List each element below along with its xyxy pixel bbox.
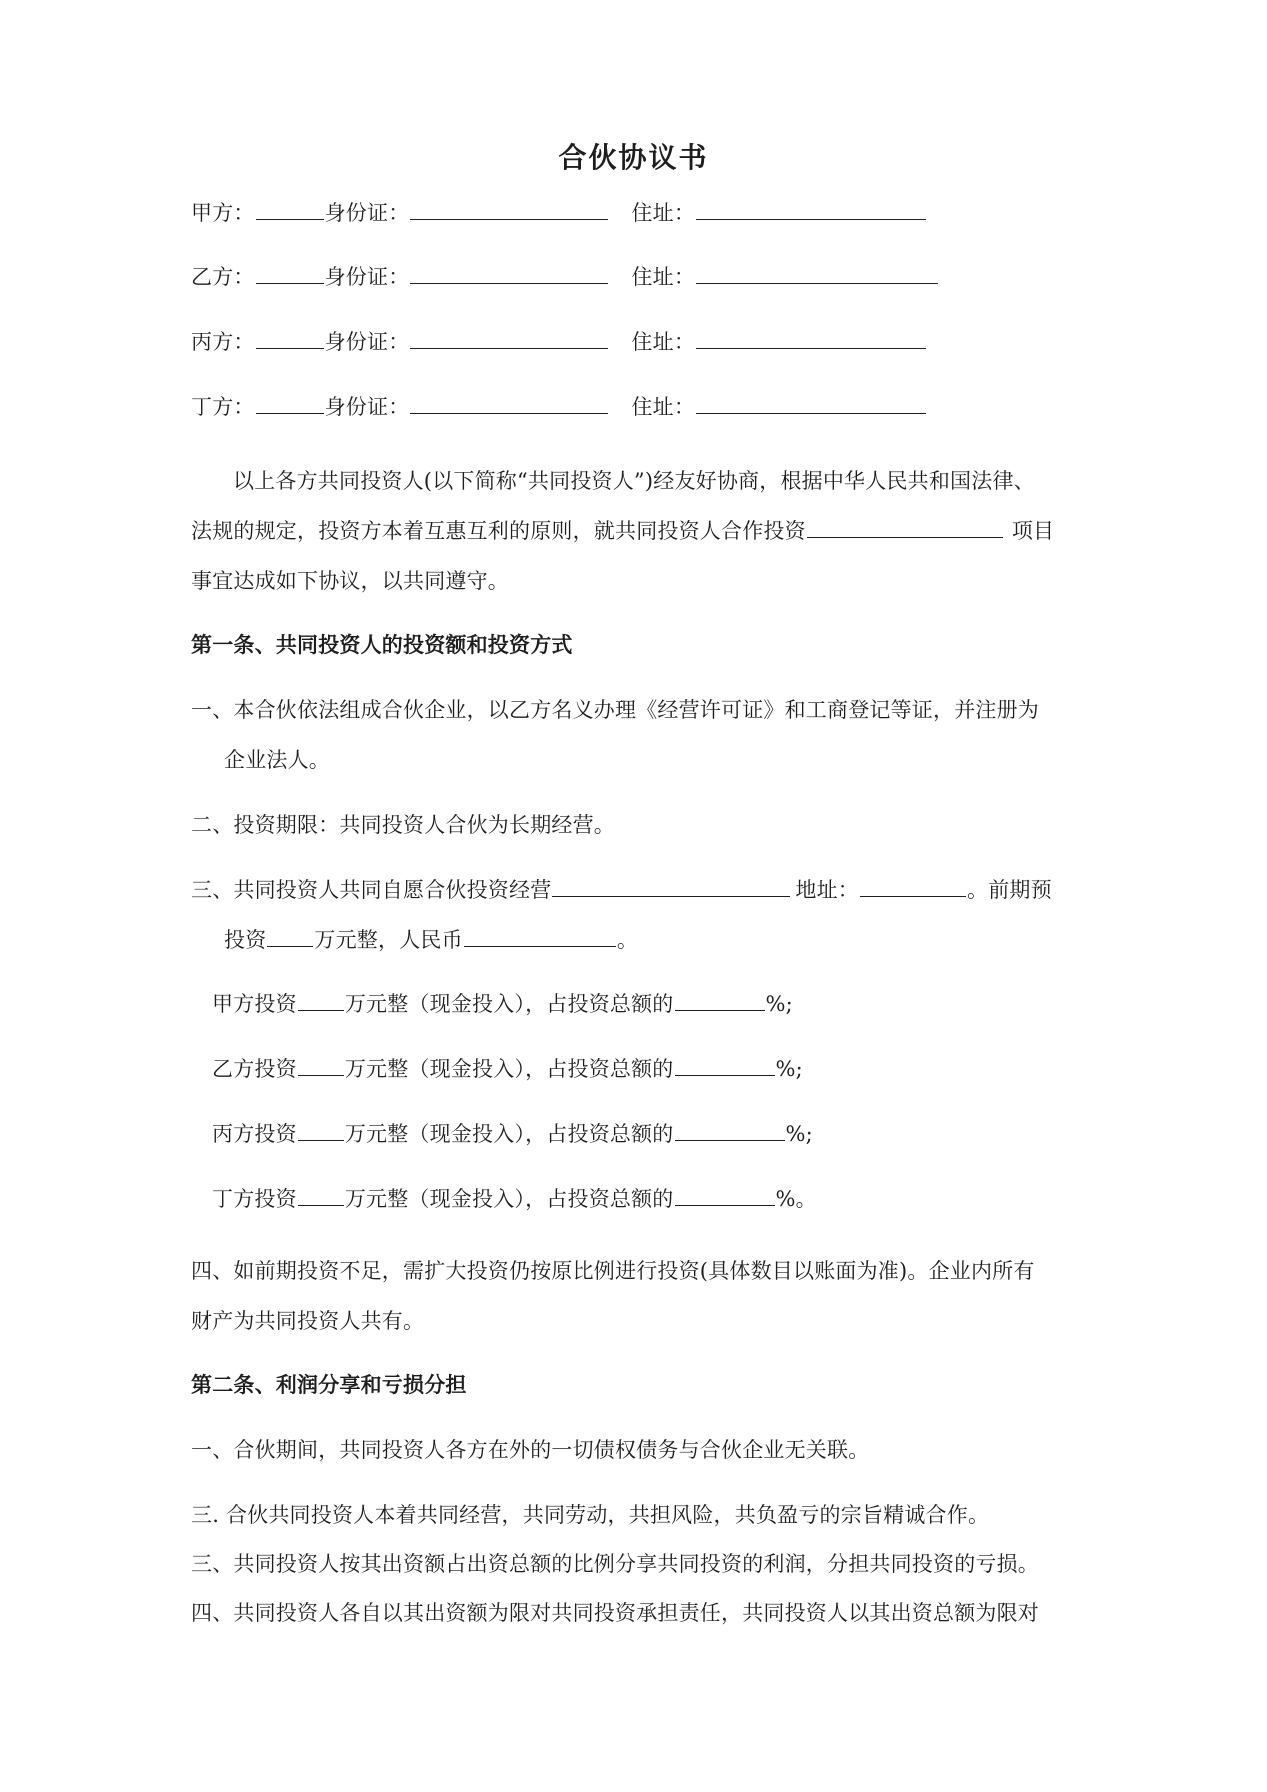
investment-row-yi xyxy=(212,1054,803,1084)
party-addr-blank[interactable] xyxy=(696,199,926,220)
party-addr-blank[interactable] xyxy=(696,263,938,284)
party-name-blank[interactable] xyxy=(256,328,324,349)
party-addr-blank[interactable] xyxy=(696,393,926,414)
investment-percent-blank[interactable] xyxy=(675,1120,785,1141)
investment-mid: 万元整（现金投入），占投资总额的 xyxy=(344,1057,674,1081)
article-2-item-3: 三、共同投资人按其出资额占出资总额的比例分享共同投资的利润，分担共同投资的亏损。 xyxy=(191,1552,1039,1576)
invest-end: 。 xyxy=(616,928,639,952)
invest-rmb-label: 万元整，人民币 xyxy=(314,928,463,952)
article-1-item-4-cont: 财产为共同投资人共有。 xyxy=(191,1309,425,1333)
party-id-label: 身份证： xyxy=(324,201,410,225)
party-id-label: 身份证： xyxy=(324,395,410,419)
article-2-item-4: 四、共同投资人各自以其出资额为限对共同投资承担责任，共同投资人以其出资总额为限对 xyxy=(191,1601,1039,1625)
party-row-bing xyxy=(191,327,927,357)
article-2-item-1: 一、合伙期间，共同投资人各方在外的一切债权债务与合伙企业无关联。 xyxy=(191,1438,870,1462)
party-id-label: 身份证： xyxy=(324,330,410,354)
intro-line-1: 以上各方共同投资人(以下简称“共同投资人”)经友好协商，根据中华人民共和国法律、 xyxy=(233,469,1035,493)
party-id-blank[interactable] xyxy=(410,199,608,220)
investment-mid: 万元整（现金投入），占投资总额的 xyxy=(344,992,674,1016)
article-1-item-1: 一、本合伙依法组成合伙企业，以乙方名义办理《经营许可证》和工商登记等证，并注册为 xyxy=(191,698,1039,722)
article-1-item-3 xyxy=(191,875,1052,905)
investment-mid: 万元整（现金投入），占投资总额的 xyxy=(344,1122,674,1146)
investment-end: %; xyxy=(785,1122,813,1146)
party-name-label: 丁方： xyxy=(191,395,255,419)
investment-row-jia xyxy=(212,989,793,1019)
party-id-label: 身份证： xyxy=(324,265,410,289)
article-1-item-4: 四、如前期投资不足，需扩大投资仍按原比例进行投资(具体数目以账面为准)。企业内所有 xyxy=(191,1259,1035,1283)
investment-amount-blank[interactable] xyxy=(298,1055,344,1076)
project-name-blank[interactable] xyxy=(807,517,1003,538)
party-row-ding xyxy=(191,392,927,422)
investment-percent-blank[interactable] xyxy=(675,1185,775,1206)
investment-end: %; xyxy=(775,1057,803,1081)
investment-label: 丁方投资 xyxy=(212,1187,297,1211)
party-addr-label: 住址： xyxy=(631,395,696,419)
invest-amount-blank[interactable] xyxy=(267,926,313,947)
party-name-blank[interactable] xyxy=(256,393,324,414)
address-blank[interactable] xyxy=(860,876,966,897)
article-2-heading: 第二条、利润分享和亏损分担 xyxy=(191,1373,467,1397)
party-addr-blank[interactable] xyxy=(696,328,926,349)
intro-line-2-end: 项目 xyxy=(1011,519,1055,543)
intro-line-2-text: 法规的规定，投资方本着互惠互利的原则，就共同投资人合作投资 xyxy=(191,519,806,543)
party-name-blank[interactable] xyxy=(256,263,324,284)
party-name-label: 乙方： xyxy=(191,265,255,289)
rmb-amount-blank[interactable] xyxy=(464,926,616,947)
investment-percent-blank[interactable] xyxy=(675,1055,775,1076)
investment-mid: 万元整（现金投入），占投资总额的 xyxy=(344,1187,674,1211)
party-row-jia xyxy=(191,198,927,228)
investment-row-bing xyxy=(212,1119,813,1149)
item-3-end: 。前期预 xyxy=(967,878,1052,902)
intro-line-3: 事宜达成如下协议，以共同遵守。 xyxy=(191,569,509,593)
party-id-blank[interactable] xyxy=(410,328,608,349)
article-1-item-1-cont: 企业法人。 xyxy=(224,748,330,772)
investment-amount-blank[interactable] xyxy=(298,1120,344,1141)
investment-end: %; xyxy=(765,992,793,1016)
party-addr-label: 住址： xyxy=(631,330,696,354)
party-id-blank[interactable] xyxy=(410,263,608,284)
party-name-label: 丙方： xyxy=(191,330,255,354)
address-label: 地址： xyxy=(795,878,860,902)
intro-line-2 xyxy=(191,516,1054,546)
investment-amount-blank[interactable] xyxy=(298,990,344,1011)
party-name-blank[interactable] xyxy=(256,199,324,220)
investment-label: 甲方投资 xyxy=(212,992,297,1016)
invest-label: 投资 xyxy=(224,928,267,952)
investment-percent-blank[interactable] xyxy=(675,990,765,1011)
business-blank[interactable] xyxy=(552,876,790,897)
investment-amount-blank[interactable] xyxy=(298,1185,344,1206)
party-addr-label: 住址： xyxy=(631,265,696,289)
article-1-item-2: 二、投资期限：共同投资人合伙为长期经营。 xyxy=(191,813,615,837)
investment-end: %。 xyxy=(775,1187,817,1211)
party-addr-label: 住址： xyxy=(631,201,696,225)
article-1-heading: 第一条、共同投资人的投资额和投资方式 xyxy=(191,633,573,657)
article-1-item-3-cont xyxy=(224,925,638,955)
party-name-label: 甲方： xyxy=(191,201,255,225)
item-3-text: 三、共同投资人共同自愿合伙投资经营 xyxy=(191,878,552,902)
investment-row-ding xyxy=(212,1184,817,1214)
party-row-yi xyxy=(191,262,939,292)
document-title: 合伙协议书 xyxy=(558,141,709,174)
investment-label: 丙方投资 xyxy=(212,1122,297,1146)
party-id-blank[interactable] xyxy=(410,393,608,414)
article-2-item-2: 三. 合伙共同投资人本着共同经营，共同劳动，共担风险，共负盈亏的宗旨精诚合作。 xyxy=(191,1503,990,1527)
investment-label: 乙方投资 xyxy=(212,1057,297,1081)
